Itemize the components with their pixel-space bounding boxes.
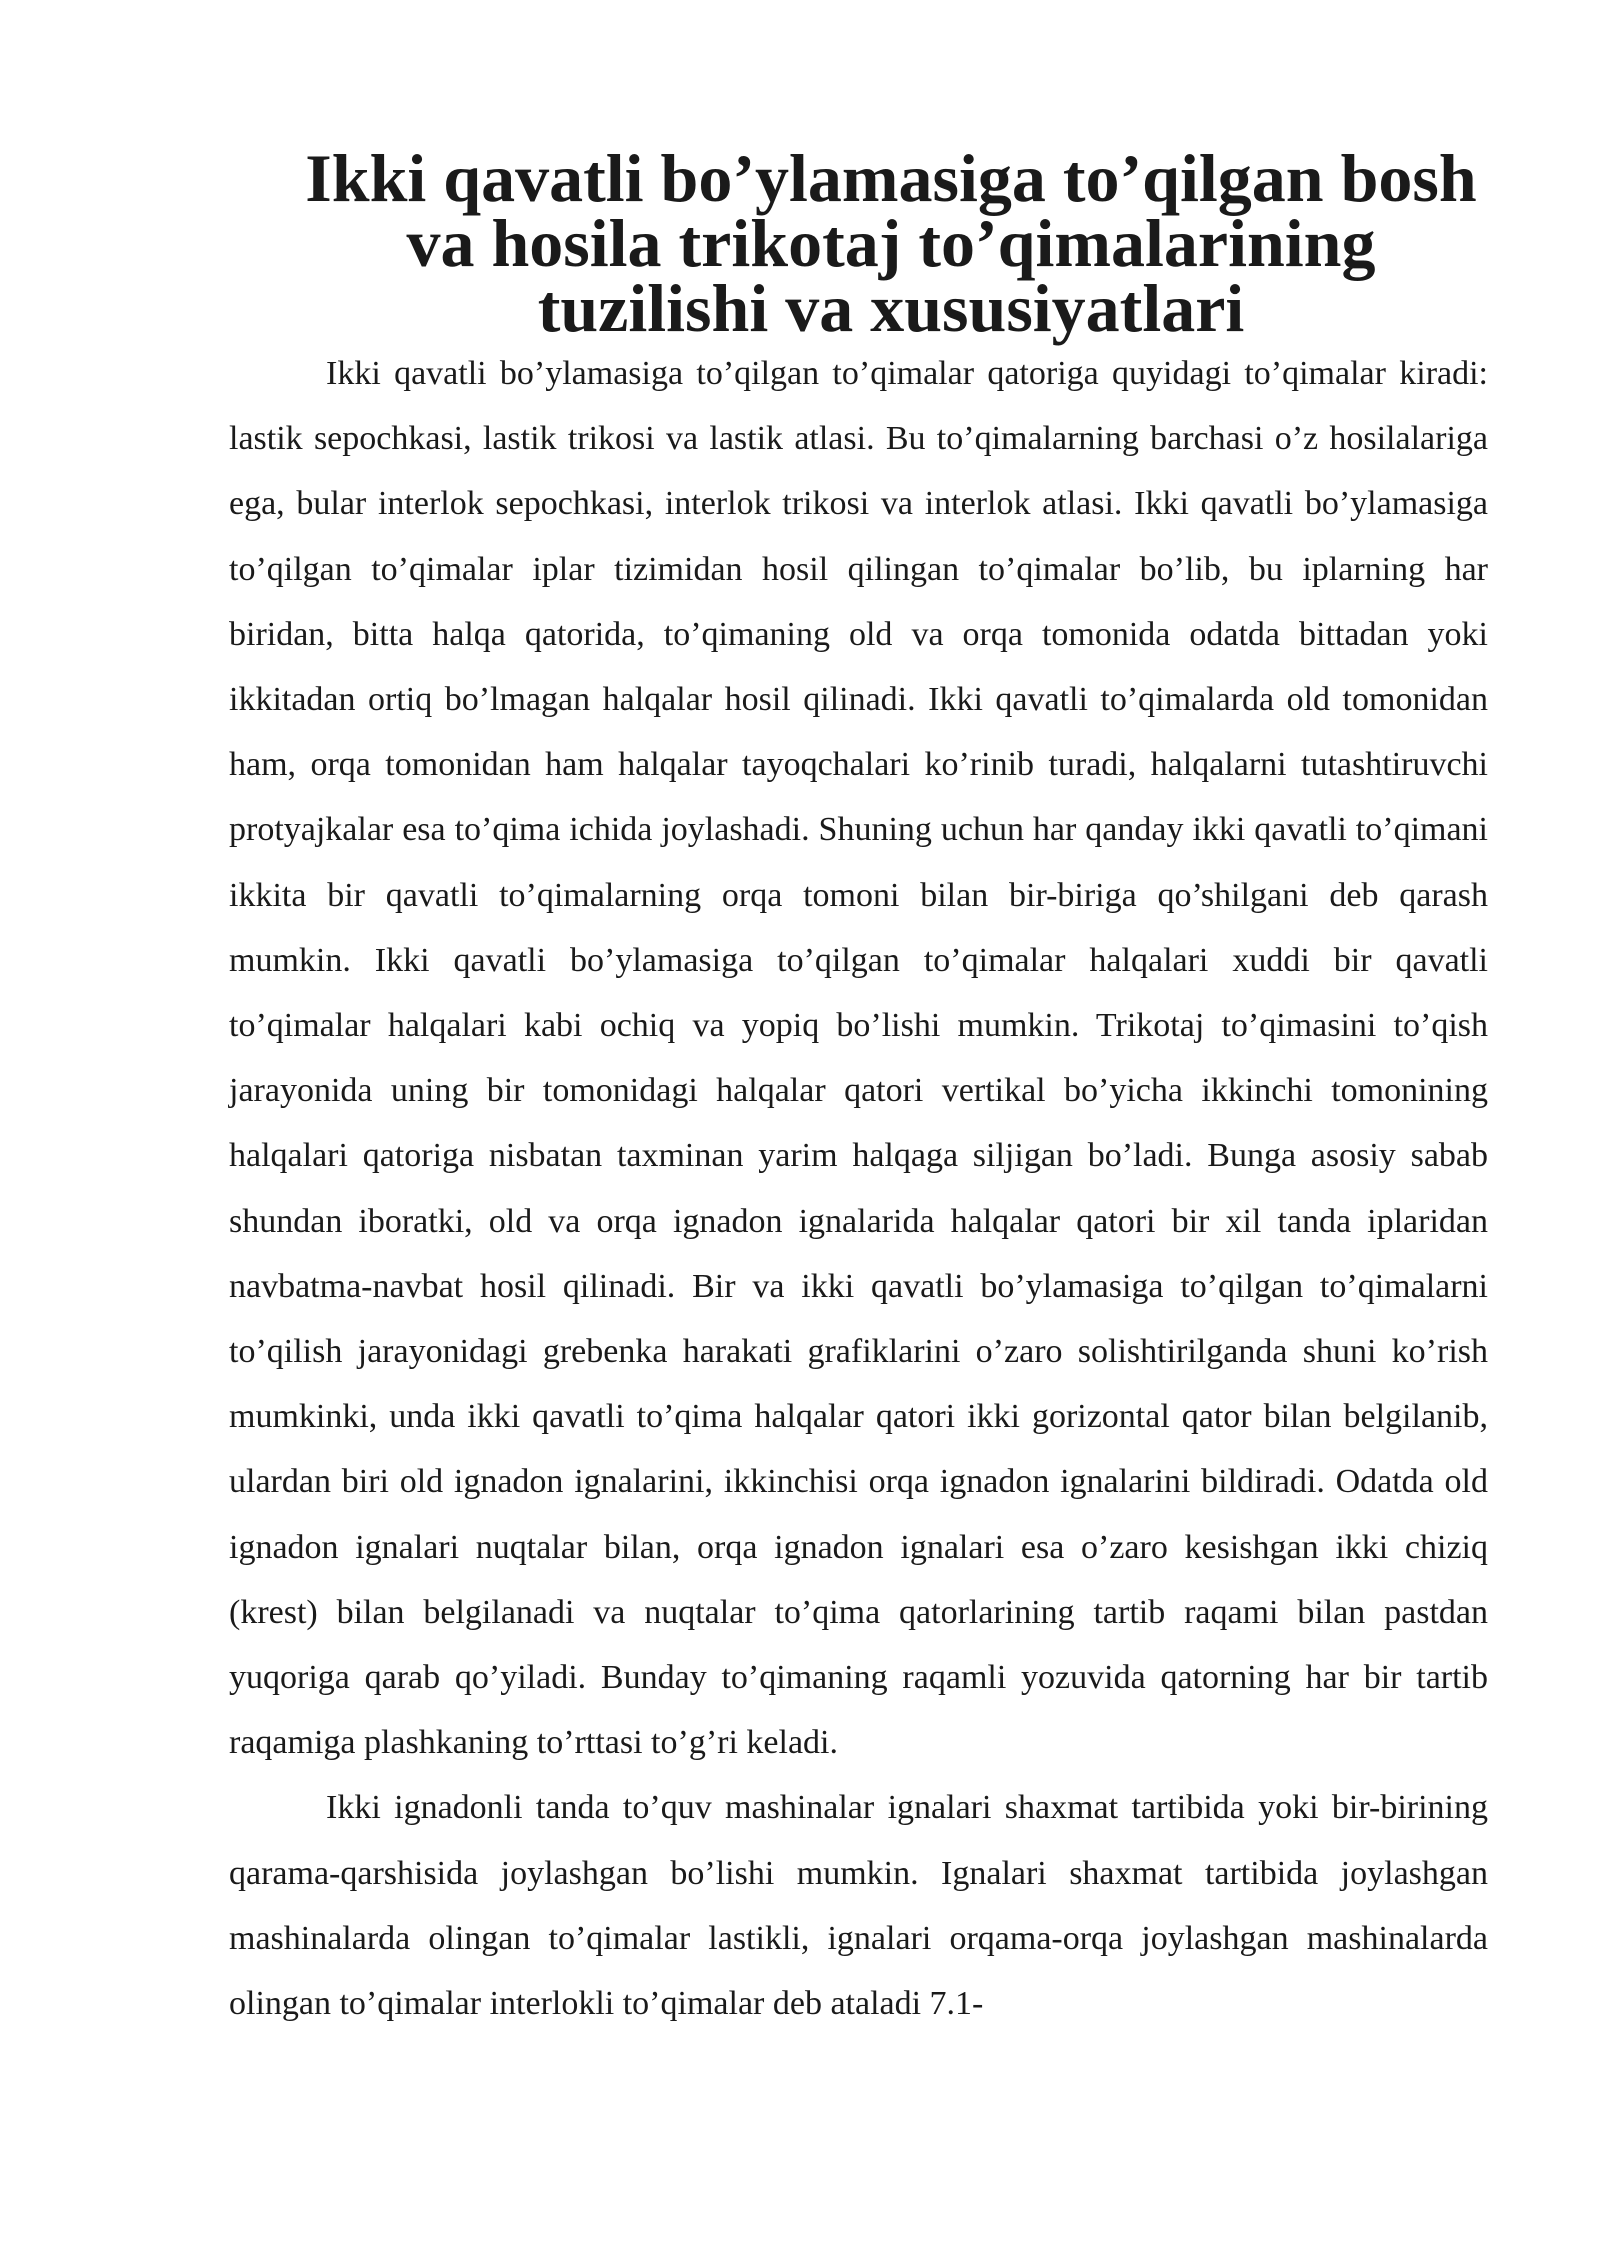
title-line-2: tuzilishi va xususiyatlari	[537, 270, 1245, 346]
document-body	[229, 140, 1488, 2036]
paragraph-2: Ikki ignadonli tanda to’quv mashinalar ignalari shaxmat tartibida yoki bir-birining qarama-qarshisida joylashgan bo’lishi mumkin. Ignalari shaxmat tartibida joylashgan mashinalarda olingan to’qimalar lastikli, ignalari orqama-orqa joylashgan mashinalarda olingan to’qimalar interlokli to’qimalar deb ataladi 7.1-	[229, 1789, 1488, 2023]
paragraph-1: Ikki qavatli bo’ylamasiga to’qilgan to’qimalar qatoriga quyidagi to’qimalar kiradi: lastik sepochkasi, lastik trikosi va lastik atlasi. Bu to’qimalarning barchasi o’z hosilalariga ega, bular interlok sepochkasi, interlok trikosi va interlok atlasi. Ikki qavatli bo’ylamasiga to’qilgan to’qimalar iplar tizimidan hosil qilingan to’qimalar bo’lib, bu iplarning har biridan, bitta halqa qatorida, to’qimaning old va orqa tomonida odatda bittadan yoki ikkitadan ortiq bo’lmagan halqalar hosil qilinadi. Ikki qavatli to’qimalarda old tomonidan ham, orqa tomonidan ham halqalar tayoqchalari ko’rinib turadi, halqalarni tutashtiruvchi protyajkalar esa to’qima ichida joylashadi. Shuning uchun har qanday ikki qavatli to’qimani ikkita bir qavatli to’qimalarning orqa tomoni bilan bir-biriga qo’shilgani deb qarash mumkin. Ikki qavatli bo’ylamasiga to’qilgan to’qimalar halqalari xuddi bir qavatli to’qimalar halqalari kabi ochiq va yopiq bo’lishi mumkin. Trikotaj to’qimasini to’qish jarayonida uning bir tomonidagi halqalar qatori vertikal bo’yicha ikkinchi tomonining halqalari qatoriga nisbatan taxminan yarim halqaga siljigan bo’ladi. Bunga asosiy sabab shundan iboratki, old va orqa ignadon ignalarida halqalar qatori bir xil tanda iplaridan navbatma-navbat hosil qilinadi. Bir va ikki qavatli bo’ylamasiga to’qilgan to’qimalarni to’qilish jarayonidagi grebenka harakati grafiklarini o’zaro solishtirilganda shuni ko’rish mumkinki, unda ikki qavatli to’qima halqalar qatori ikki gorizontal qator bilan belgilanib, ulardan biri old ignadon ignalarini, ikkinchisi orqa ignadon ignalarini bildiradi. Odatda old ignadon ignalari nuqtalar bilan, orqa ignadon ignalari esa o’zaro kesishgan ikki chiziq (krest) bilan belgilanadi va nuqtalar to’qima qatorlarining tartib raqami bilan pastdan yuqoriga qarab qo’yiladi. Bunday to’qimaning raqamli yozuvida qatorning har bir tartib raqamiga plashkaning to’rttasi to’g’ri keladi.	[229, 355, 1488, 1762]
title-line-1: Ikki qavatli bo’ylamasiga to’qilgan bosh va hosila trikotaj to’qimalarining	[305, 140, 1477, 281]
document-title	[229, 140, 1491, 346]
